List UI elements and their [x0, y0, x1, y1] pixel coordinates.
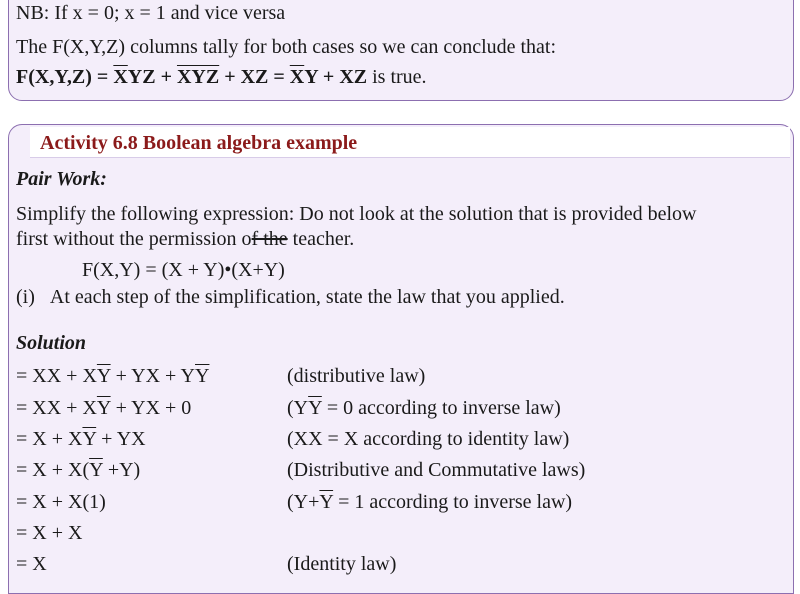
expression: F(X,Y) = (X + Y)•(X+Y) [82, 259, 285, 281]
task-number: (i) [16, 286, 35, 308]
step-law-note: (XX = X according to identity law) [287, 428, 570, 450]
step-expression: = X [16, 553, 47, 575]
conclusion-term2: $\overline{XYZ}$ [176, 66, 220, 88]
step-law-note: (Identity law) [287, 553, 397, 575]
conclusion-term2b: + XZ = [219, 66, 290, 88]
task-text: At each step of the simplification, state the law that you applied. [49, 286, 565, 308]
task-line [16, 285, 565, 309]
step-law-note: ($Y+\overline{Y} = 1$ according to inverse law) [287, 491, 573, 513]
instruction-line-2: first without the permission of the teacher. [16, 228, 355, 250]
activity-box [8, 124, 794, 594]
conclusion-term1b: YZ + [127, 66, 177, 88]
step-law-note: ($Y\overline{Y} = 0$ according to inverse law) [287, 397, 561, 419]
pair-work-label: Pair Work: [16, 168, 107, 190]
conclusion-term3b: Y + XZ [304, 66, 368, 88]
activity-title: Activity 6.8 Boolean algebra example [40, 132, 358, 154]
tally-line: The F(X,Y,Z) columns tally for both cases so we can conclude that: [16, 36, 557, 58]
nb-line: NB: If x = 0; x = 1 and vice versa [16, 2, 286, 24]
step-law-note: (Distributive and Commutative laws) [287, 459, 586, 481]
conclusion-line [16, 65, 427, 89]
step-expression: = X + X(1) [16, 491, 106, 513]
step-expression: = $X + X\overline{Y}$ + YX [16, 428, 146, 450]
solution-label: Solution [16, 332, 87, 354]
step-expression: = X + X [16, 522, 83, 544]
conclusion-term1: $\overline{X}$ [113, 66, 128, 88]
struck-text: f the [251, 228, 288, 250]
conclusion-tail: is true. [367, 66, 427, 88]
conclusion-term3: $\overline{X}$ [289, 66, 305, 88]
conclusion-lhs: F(X,Y,Z) = [16, 66, 114, 88]
instruction-line-1: Simplify the following expression: Do not look at the solution that is provided below [16, 203, 697, 225]
step-law-note: (distributive law) [287, 365, 426, 387]
step-expression: = XX + $X\overline{Y}$ + YX + $Y\overline{Y}$ [16, 365, 210, 387]
step-expression: = $X + X(\overline{Y} +Y)$ [16, 459, 141, 481]
step-expression: = XX + $X\overline{Y}$ + YX + 0 [16, 397, 192, 419]
